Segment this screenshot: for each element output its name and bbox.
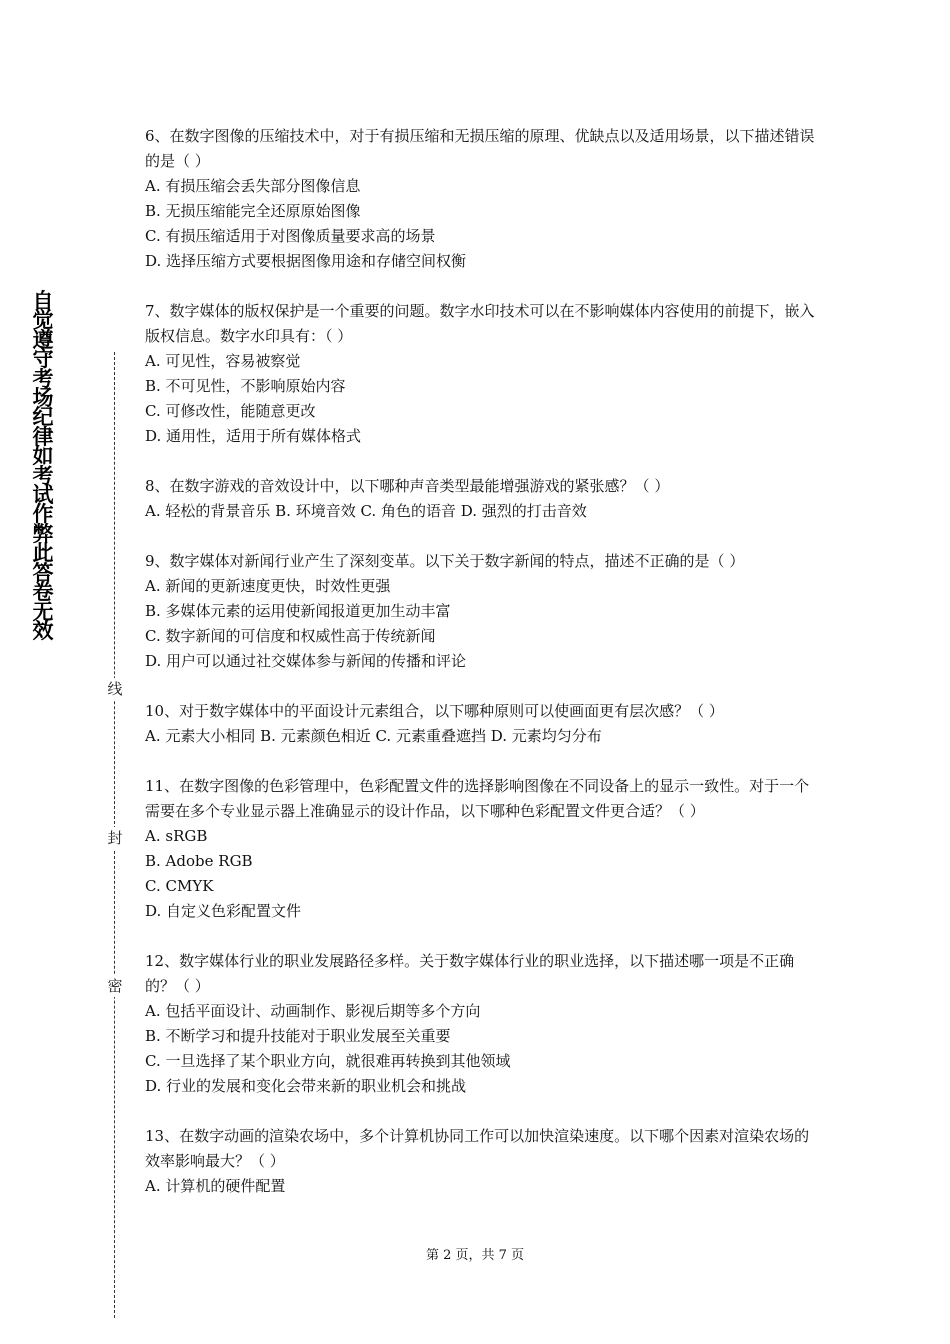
question-11 (145, 774, 817, 924)
option-b: B. 不断学习和提升技能对于职业发展至关重要 (145, 1027, 451, 1045)
option-line: A. 轻松的背景音乐 B. 环境音效 C. 角色的语音 D. 强烈的打击音效 (145, 502, 587, 520)
option-c: C. 数字新闻的可信度和权威性高于传统新闻 (145, 627, 436, 645)
option-c: C. CMYK (145, 877, 214, 895)
question-8 (145, 474, 817, 524)
option-b: B. Adobe RGB (145, 852, 253, 870)
option-a: A. 计算机的硬件配置 (145, 1177, 286, 1195)
question-6 (145, 124, 817, 274)
question-stem: 11、在数字图像的色彩管理中，色彩配置文件的选择影响图像在不同设备上的显示一致性。对于一个需要在多个专业显示器上准确显示的设计作品，以下哪种色彩配置文件更合适？（ ） (145, 777, 810, 820)
binding-label-seal: 封 (104, 827, 126, 849)
exam-warning-vertical: 自觉遵守考场纪律如考试作弊此答卷无效 (32, 289, 54, 643)
question-stem: 8、在数字游戏的音效设计中，以下哪种声音类型最能增强游戏的紧张感？（ ） (145, 477, 670, 495)
option-b: B. 无损压缩能完全还原原始图像 (145, 202, 361, 220)
option-a: A. 有损压缩会丢失部分图像信息 (145, 177, 361, 195)
question-12 (145, 949, 817, 1099)
question-13 (145, 1124, 817, 1199)
option-a: A. 包括平面设计、动画制作、影视后期等多个方向 (145, 1002, 481, 1020)
question-stem: 6、在数字图像的压缩技术中，对于有损压缩和无损压缩的原理、优缺点以及适用场景，以下描述错误的是（ ） (145, 127, 815, 170)
option-d: D. 自定义色彩配置文件 (145, 902, 302, 920)
option-d: D. 用户可以通过社交媒体参与新闻的传播和评论 (145, 652, 467, 670)
option-d: D. 选择压缩方式要根据图像用途和存储空间权衡 (145, 252, 467, 270)
page-number: 第 2 页，共 7 页 (425, 1248, 525, 1263)
option-d: D. 行业的发展和变化会带来新的职业机会和挑战 (145, 1077, 467, 1095)
question-stem: 13、在数字动画的渲染农场中，多个计算机协同工作可以加快渲染速度。以下哪个因素对渲染农场的效率影响最大？（ ） (145, 1127, 810, 1170)
option-b: B. 多媒体元素的运用使新闻报道更加生动丰富 (145, 602, 451, 620)
option-a: A. sRGB (145, 827, 208, 845)
option-d: D. 通用性，适用于所有媒体格式 (145, 427, 362, 445)
binding-label-line: 线 (104, 678, 126, 700)
question-10 (145, 699, 817, 749)
option-c: C. 一旦选择了某个职业方向，就很难再转换到其他领域 (145, 1052, 511, 1070)
option-line: A. 元素大小相同 B. 元素颜色相近 C. 元素重叠遮挡 D. 元素均匀分布 (145, 727, 602, 745)
question-7 (145, 299, 817, 449)
question-stem: 9、数字媒体对新闻行业产生了深刻变革。以下关于数字新闻的特点，描述不正确的是（ ） (145, 552, 745, 570)
question-stem: 10、对于数字媒体中的平面设计元素组合，以下哪种原则可以使画面更有层次感？（ ） (145, 702, 724, 720)
option-c: C. 有损压缩适用于对图像质量要求高的场景 (145, 227, 436, 245)
question-9 (145, 549, 817, 674)
option-a: A. 可见性，容易被察觉 (145, 352, 301, 370)
binding-label-secret: 密 (104, 975, 126, 997)
option-b: B. 不可见性，不影响原始内容 (145, 377, 346, 395)
option-c: C. 可修改性，能随意更改 (145, 402, 316, 420)
question-stem: 12、数字媒体行业的职业发展路径多样。关于数字媒体行业的职业选择，以下描述哪一项是不正确的？（ ） (145, 952, 795, 995)
question-list (145, 124, 817, 1224)
question-stem: 7、数字媒体的版权保护是一个重要的问题。数字水印技术可以在不影响媒体内容使用的前提下，嵌入版权信息。数字水印具有：（ ） (145, 302, 815, 345)
option-a: A. 新闻的更新速度更快，时效性更强 (145, 577, 391, 595)
